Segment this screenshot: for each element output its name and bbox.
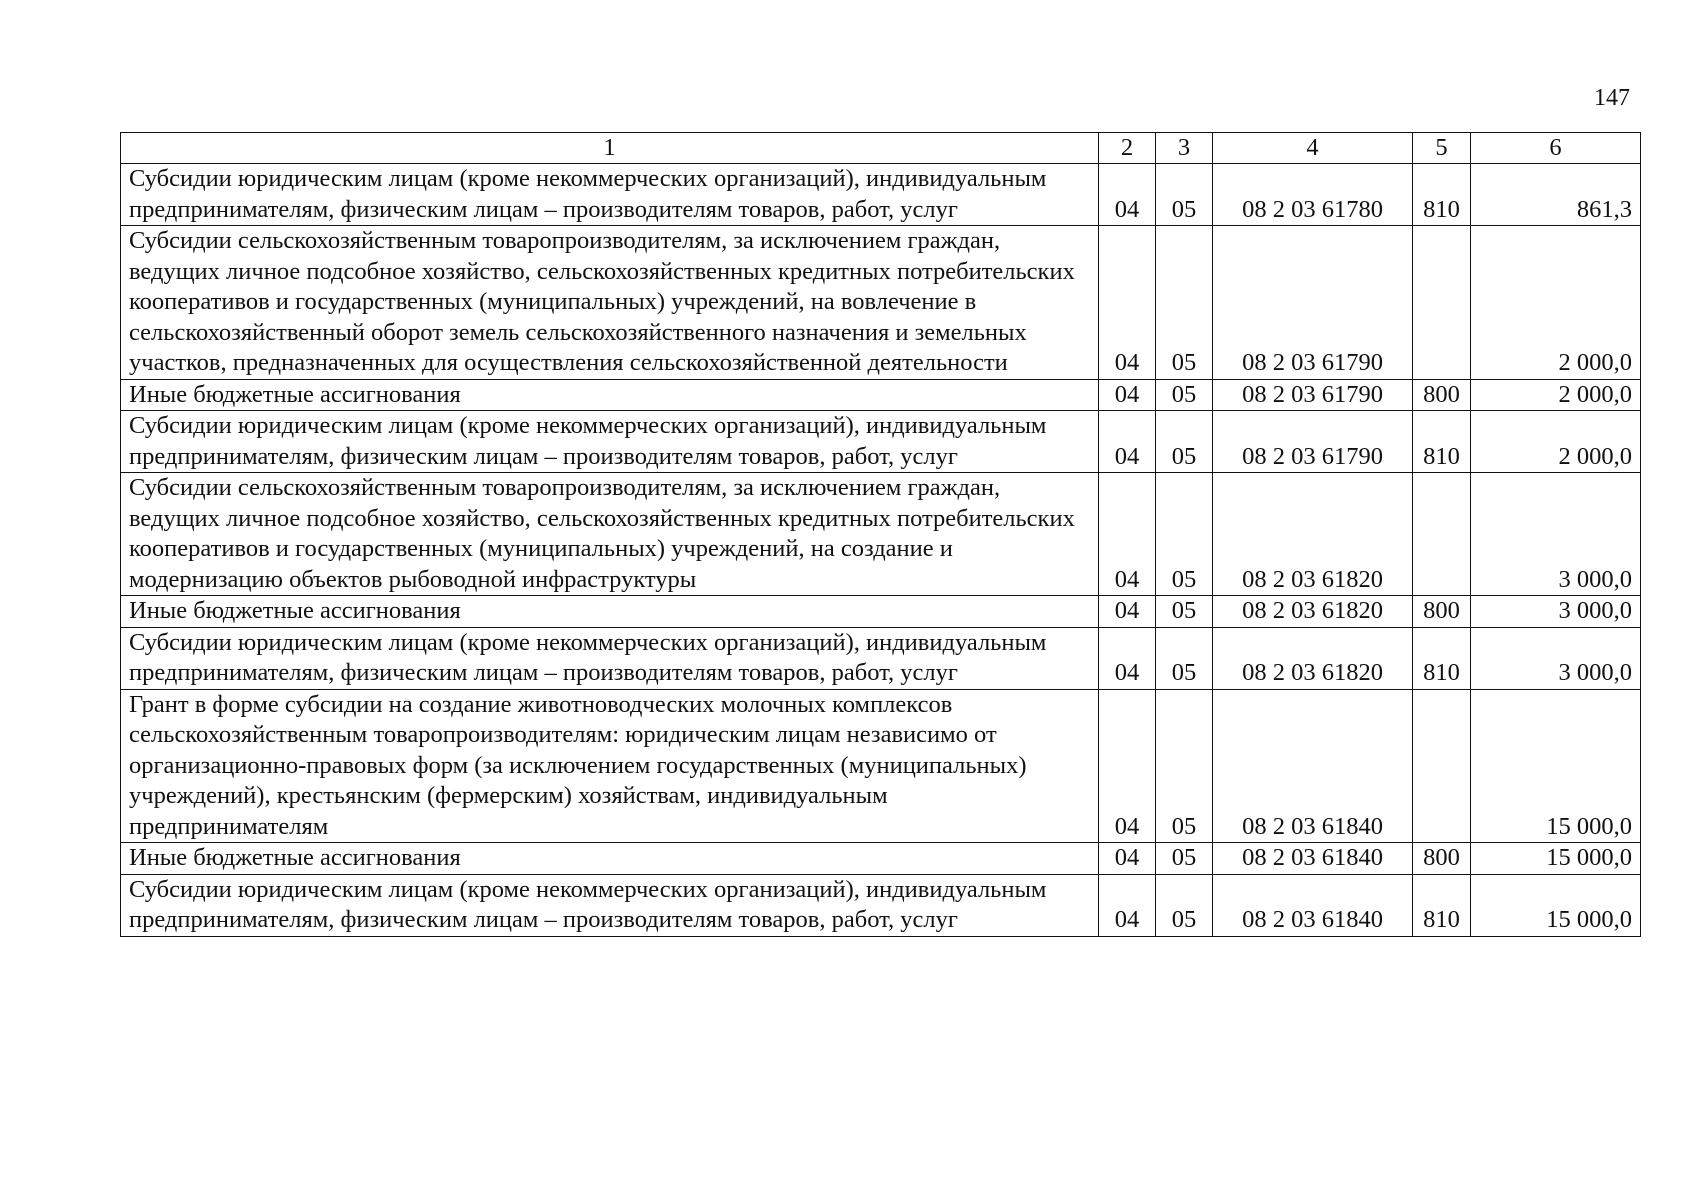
row-section-cell: 04 [1099,379,1156,411]
row-expense-type-cell: 810 [1413,164,1471,226]
row-section-cell: 04 [1099,689,1156,843]
row-name-cell: Субсидии сельскохозяйственным товаропроизводителям, за исключением граждан, ведущих личное подсобное хозяйство, сельскохозяйственных кредитных потребительских кооперативов и государственных (муниципальных) учреждений, на вовлечение в сельскохозяйственный оборот земель сельскохозяйственного назначения и земельных участков, предназначенных для осуществления сельскохозяйственной деятельности [121,226,1099,380]
row-expense-type-cell: 810 [1413,411,1471,473]
row-expense-type-cell: 800 [1413,379,1471,411]
row-subsection-cell: 05 [1156,473,1213,596]
header-cell: 5 [1413,133,1471,164]
row-target-article-cell: 08 2 03 61790 [1213,411,1413,473]
row-amount-cell: 861,3 [1471,164,1641,226]
row-expense-type-cell [1413,473,1471,596]
row-name-cell: Иные бюджетные ассигнования [121,596,1099,628]
row-subsection-cell: 05 [1156,411,1213,473]
row-amount-cell: 3 000,0 [1471,473,1641,596]
row-subsection-cell: 05 [1156,874,1213,936]
row-section-cell: 04 [1099,843,1156,875]
row-subsection-cell: 05 [1156,627,1213,689]
header-cell: 2 [1099,133,1156,164]
row-section-cell: 04 [1099,874,1156,936]
row-amount-cell: 3 000,0 [1471,627,1641,689]
header-cell: 3 [1156,133,1213,164]
row-amount-cell: 15 000,0 [1471,843,1641,875]
row-expense-type-cell [1413,226,1471,380]
row-subsection-cell: 05 [1156,596,1213,628]
table-row [121,379,1641,411]
row-amount-cell: 15 000,0 [1471,689,1641,843]
table-body [121,164,1641,937]
header-cell: 6 [1471,133,1641,164]
row-name-cell: Субсидии юридическим лицам (кроме некоммерческих организаций), индивидуальным предпринимателям, физическим лицам – производителям товаров, работ, услуг [121,874,1099,936]
header-cell: 4 [1213,133,1413,164]
row-section-cell: 04 [1099,596,1156,628]
row-name-cell: Субсидии сельскохозяйственным товаропроизводителям, за исключением граждан, ведущих личное подсобное хозяйство, сельскохозяйственных кредитных потребительских кооперативов и государственных (муниципальных) учреждений, на создание и модернизацию объектов рыбоводной инфраструктуры [121,473,1099,596]
table-row [121,874,1641,936]
table-row [121,627,1641,689]
header-row [121,133,1641,164]
row-target-article-cell: 08 2 03 61820 [1213,627,1413,689]
row-expense-type-cell: 800 [1413,596,1471,628]
row-name-cell: Субсидии юридическим лицам (кроме некоммерческих организаций), индивидуальным предпринимателям, физическим лицам – производителям товаров, работ, услуг [121,627,1099,689]
row-target-article-cell: 08 2 03 61790 [1213,226,1413,380]
row-target-article-cell: 08 2 03 61840 [1213,874,1413,936]
row-amount-cell: 2 000,0 [1471,226,1641,380]
row-target-article-cell: 08 2 03 61820 [1213,596,1413,628]
row-subsection-cell: 05 [1156,689,1213,843]
row-name-cell: Грант в форме субсидии на создание животноводческих молочных комплексов сельскохозяйственным товаропроизводителям: юридическим лицам независимо от организационно-правовых форм (за исключением государственных (муниципальных) учреждений), крестьянским (фермерским) хозяйствам, индивидуальным предпринимателям [121,689,1099,843]
table-row [121,473,1641,596]
row-subsection-cell: 05 [1156,226,1213,380]
row-section-cell: 04 [1099,627,1156,689]
header-cell: 1 [121,133,1099,164]
table-row [121,411,1641,473]
row-amount-cell: 3 000,0 [1471,596,1641,628]
row-section-cell: 04 [1099,411,1156,473]
table-row [121,596,1641,628]
table-row [121,843,1641,875]
row-section-cell: 04 [1099,226,1156,380]
row-target-article-cell: 08 2 03 61840 [1213,843,1413,875]
table-row [121,689,1641,843]
page-number: 147 [1594,85,1630,111]
row-section-cell: 04 [1099,473,1156,596]
row-target-article-cell: 08 2 03 61840 [1213,689,1413,843]
row-section-cell: 04 [1099,164,1156,226]
row-name-cell: Субсидии юридическим лицам (кроме некоммерческих организаций), индивидуальным предпринимателям, физическим лицам – производителям товаров, работ, услуг [121,164,1099,226]
table-row [121,164,1641,226]
budget-table [120,132,1641,937]
row-expense-type-cell: 810 [1413,627,1471,689]
table-row [121,226,1641,380]
row-amount-cell: 2 000,0 [1471,411,1641,473]
row-name-cell: Иные бюджетные ассигнования [121,843,1099,875]
row-expense-type-cell: 800 [1413,843,1471,875]
row-subsection-cell: 05 [1156,843,1213,875]
row-amount-cell: 15 000,0 [1471,874,1641,936]
row-expense-type-cell: 810 [1413,874,1471,936]
row-target-article-cell: 08 2 03 61780 [1213,164,1413,226]
row-expense-type-cell [1413,689,1471,843]
row-target-article-cell: 08 2 03 61820 [1213,473,1413,596]
row-target-article-cell: 08 2 03 61790 [1213,379,1413,411]
row-name-cell: Субсидии юридическим лицам (кроме некоммерческих организаций), индивидуальным предпринимателям, физическим лицам – производителям товаров, работ, услуг [121,411,1099,473]
row-amount-cell: 2 000,0 [1471,379,1641,411]
row-subsection-cell: 05 [1156,164,1213,226]
row-name-cell: Иные бюджетные ассигнования [121,379,1099,411]
row-subsection-cell: 05 [1156,379,1213,411]
